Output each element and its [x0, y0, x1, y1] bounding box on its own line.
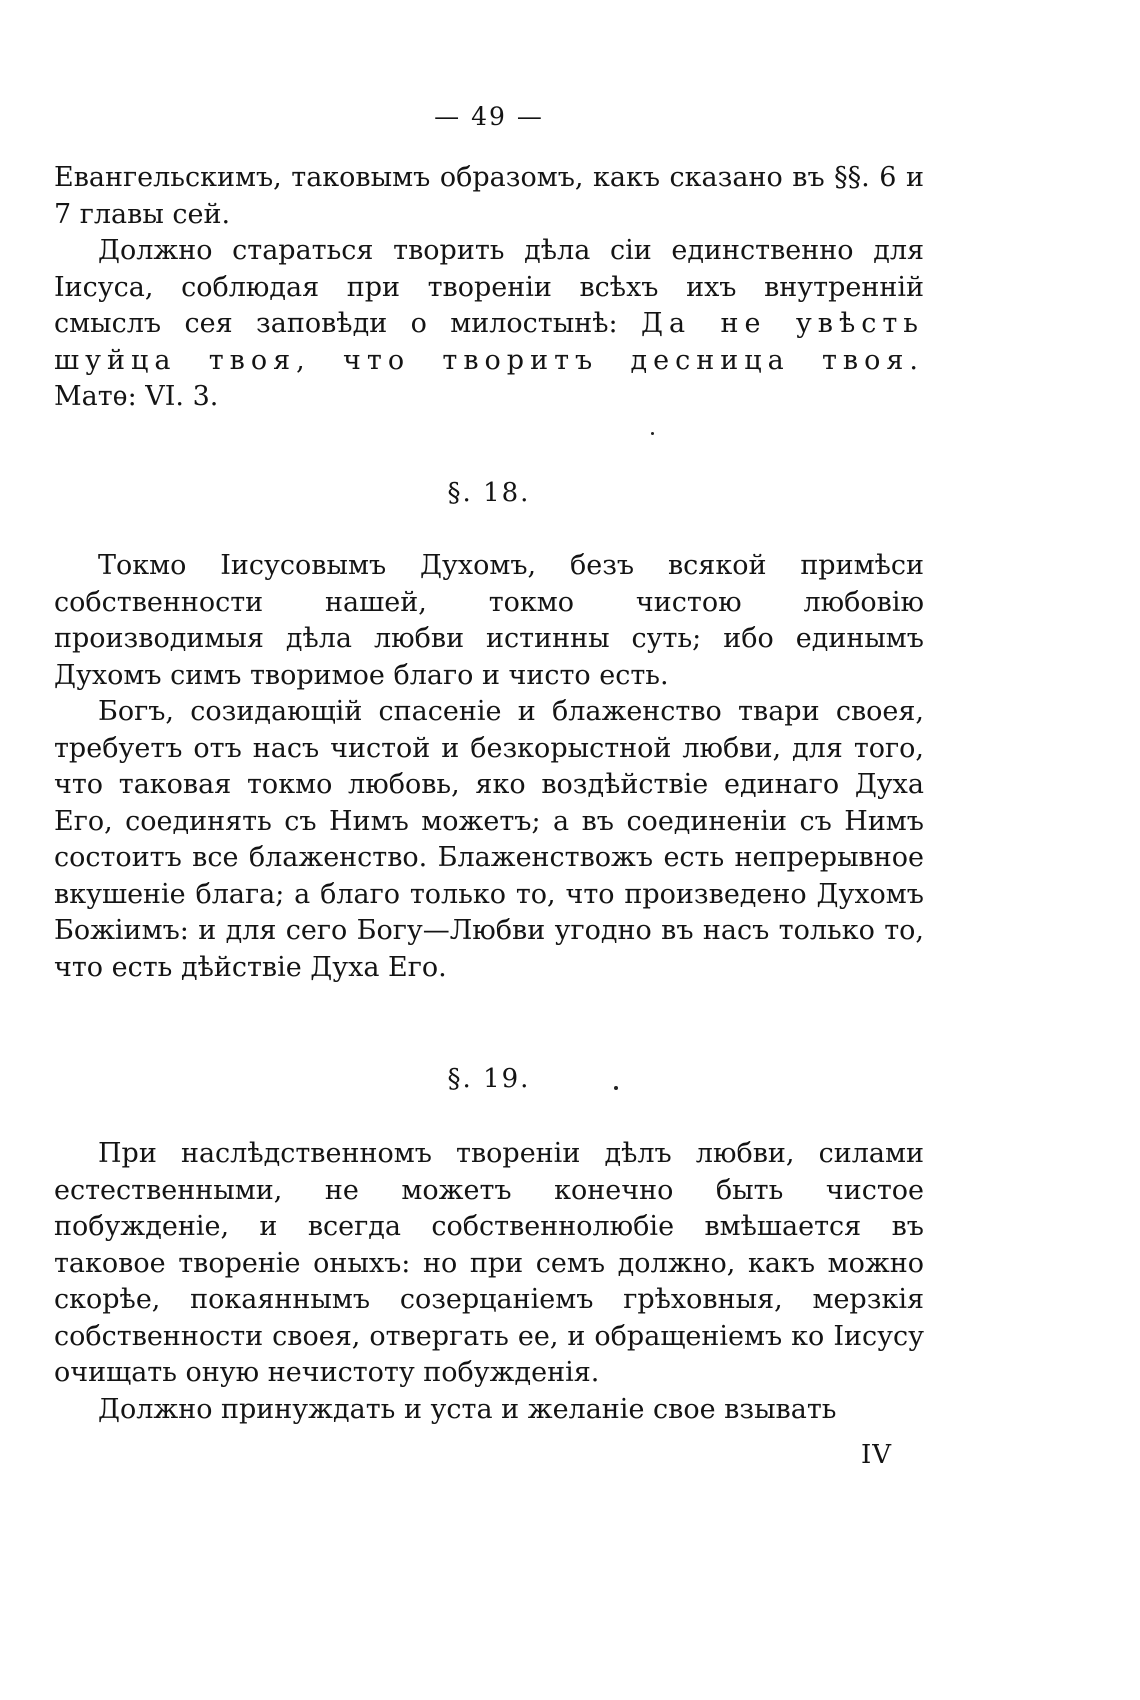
print-speck [614, 1086, 618, 1090]
section-19-text [54, 1136, 924, 1428]
paragraph [54, 233, 924, 416]
signature-mark: IV [860, 1440, 892, 1470]
paragraph: Богъ, созидающій спасеніе и блаженство твари своея, требуетъ отъ насъ чистой и безкорыстной любви, для того, что таковая токмо любовь, яко воздѣйствіе единаго Духа Его, соединять съ Нимъ можетъ; а въ соединеніи съ Нимъ состоитъ все блаженство. Блаженствожъ есть непрерывное вкушеніе блага; а благо только то, что произведено Духомъ Божіимъ: и для сего Богу—Любви угодно въ насъ только то, что есть дѣйствіе Духа Его. [54, 696, 924, 983]
section-heading-19: §. 19. [447, 1064, 531, 1094]
page-number: — 49 — [434, 102, 544, 131]
paragraph: Токмо Іисусовымъ Духомъ, безъ всякой примѣси собственности нашей, токмо чистою любовію производимыя дѣла любви истинны суть; ибо единымъ Духомъ симъ творимое благо и чисто есть. [54, 550, 924, 691]
paragraph: Должно принуждать и уста и желаніе свое взывать [98, 1393, 837, 1425]
scripture-reference: Матѳ: VI. 3. [54, 381, 219, 412]
print-speck [651, 432, 654, 435]
book-page [54, 0, 924, 1700]
paragraph-text: Должно стараться творить дѣла сіи единственно для Іисуса, соблюдая при твореніи всѣхъ ихъ внутренній смыслъ сея заповѣди о милостынѣ: [54, 235, 924, 339]
scripture-quote: Да не увѣсть шуйца твоя, что творитъ десница твоя. [54, 308, 924, 376]
paragraph: При наслѣдственномъ твореніи дѣлъ любви, силами естественными, не можетъ конечно быть чистое побужденіе, и всегда собственнолюбіе вмѣшается въ таковое твореніе оныхъ: но при семъ должно, какъ можно скорѣе, покаяннымъ созерцаніемъ грѣховныя, мерзкія собственности своея, отвергать ее, и обращеніемъ ко Іисусу очищать оную нечистоту побужденія. [54, 1138, 924, 1388]
paragraph: Евангельскимъ, таковымъ образомъ, какъ сказано въ §§. 6 и 7 главы сей. [54, 162, 924, 230]
opening-text-block [54, 160, 924, 416]
section-heading-18: §. 18. [447, 478, 531, 508]
section-18-text [54, 548, 924, 986]
